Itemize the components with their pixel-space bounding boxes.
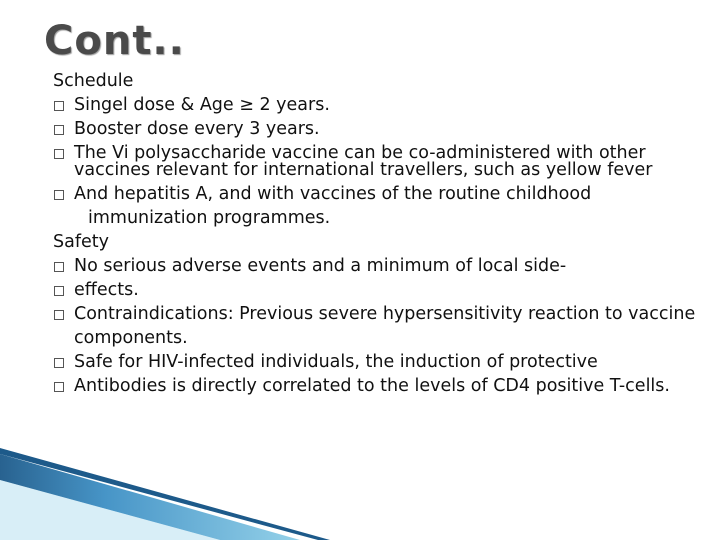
list-item-text: And hepatitis A, and with vaccines of the routine childhood [74, 184, 592, 204]
list-item [53, 93, 713, 117]
checkbox-bullet-icon [54, 286, 64, 296]
list-item [53, 350, 713, 374]
list-item-text: Contraindications: Previous severe hypersensitivity reaction to vaccine components. [74, 304, 696, 348]
checkbox-bullet-icon [54, 382, 64, 392]
list-item [53, 254, 713, 278]
checkbox-bullet-icon [54, 358, 64, 368]
decorative-swoosh [0, 440, 720, 540]
checkbox-bullet-icon [54, 125, 64, 135]
list-item [53, 374, 713, 398]
checkbox-bullet-icon [54, 190, 64, 200]
list-item-text: The Vi polysaccharide vaccine can be co-administered with other vaccines relevant for international travellers, such as yellow fever [74, 143, 653, 180]
list-item [53, 117, 713, 141]
list-item-text: Antibodies is directly correlated to the levels of CD4 positive T-cells. [74, 376, 670, 396]
slide-title: Cont.. [44, 18, 185, 64]
list-item [53, 278, 713, 302]
schedule-heading: Schedule [53, 71, 134, 91]
list-item [53, 302, 713, 350]
list-item-text: Booster dose every 3 years. [74, 119, 320, 139]
list-item-text: Singel dose & Age ≥ 2 years. [74, 95, 330, 115]
safety-heading: Safety [53, 232, 109, 252]
list-continuation: immunization programmes. [88, 208, 331, 228]
slide-content [53, 69, 713, 398]
checkbox-bullet-icon [54, 101, 64, 111]
checkbox-bullet-icon [54, 310, 64, 320]
checkbox-bullet-icon [54, 262, 64, 272]
list-item [53, 141, 713, 182]
list-item [53, 182, 713, 206]
checkbox-bullet-icon [54, 149, 64, 159]
list-item-text: No serious adverse events and a minimum of local side- [74, 256, 567, 276]
list-item-text: Safe for HIV-infected individuals, the induction of protective [74, 352, 598, 372]
list-item-text: effects. [74, 280, 139, 300]
